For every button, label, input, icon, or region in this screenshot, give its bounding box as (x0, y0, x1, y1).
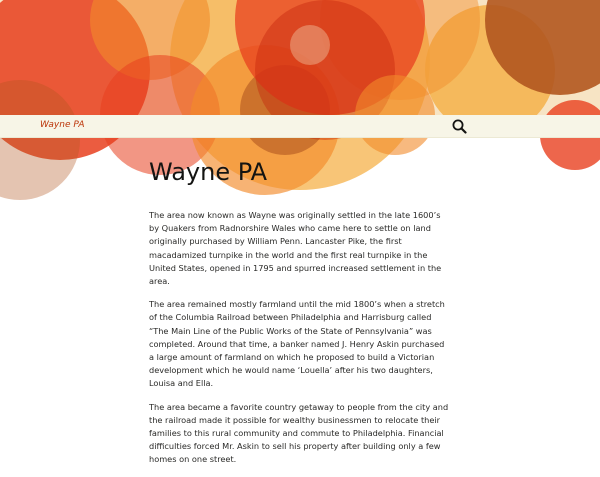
search-icon (451, 118, 468, 135)
main-content (149, 138, 449, 477)
search-button[interactable] (451, 118, 468, 135)
paragraph-1: The area now known as Wayne was originally settled in the late 1600’s by Quakers from Radnorshire Wales who came here to settle on land originally purchased by William Penn. Lancaster Pike, the first macadamized turnpike in the world and the first real turnpike in the United States, opened in 1795 and spurred increased settlement in the area. (149, 210, 442, 287)
entry-content (149, 209, 449, 467)
site-title-link[interactable]: Wayne PA (40, 120, 85, 130)
navbar (0, 115, 600, 138)
page-title: Wayne PA (149, 158, 268, 186)
header-banner (0, 0, 600, 115)
paragraph-3: The area became a favorite country getaway to people from the city and the railroad made it possible for wealthy businessmen to relocate their families to this rural community and commute to Philadelphia. Financial difficulties forced Mr. Askin to sell his property after building only a few homes on one street. (149, 401, 449, 465)
circles-pattern (0, 0, 600, 115)
paragraph-2: The area remained mostly farmland until the mid 1800’s when a stretch of the Columbia Railroad between Philadelphia and Harrisburg called “The Main Line of the Public Works of the State of Pennsylvania” was completed. Around that time, a banker named J. Henry Askin purchased a large amount of farmland on which he proposed to build a Victorian development which he would name ‘Louella’ after his two daughters, Louisa and Ella. (149, 299, 445, 389)
